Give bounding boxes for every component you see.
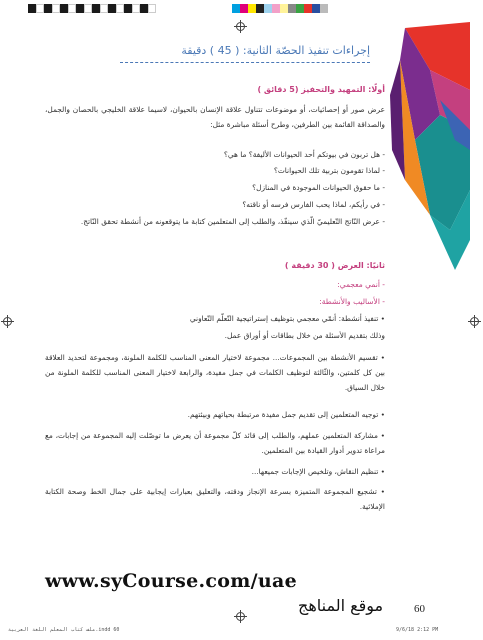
methods-subheading: - الأساليب والأنشطة: [319,297,385,306]
activity-item: • توجيه المتعلمين إلى تقديم جمل مفيدة مرتبطة بحياتهم وبيئتهم. [187,410,385,419]
page-number: 60 [414,603,425,615]
activity-item-continued: وذلك بتقديم الأسئلة من خلال بطاقات أو أوراق عمل. [224,331,385,340]
lesson-procedure-title: إجراءات تنفيذ الحصّة الثانية: ( 45 ) دقيقة [120,44,370,63]
section-presentation-heading: ثانيًا: العرض ( 30 دقيقة ) [284,261,385,270]
warmup-question: - في رأيكم، لماذا يحب الفارس فرسه أو ناقته؟ [242,200,385,209]
site-name: موقع المناهج [298,596,384,615]
activity-item: • تنفيذ أنشطة: أنمّي معجمي بتوظيف إستراتيجية التّعلّم التّعاوني [189,314,385,323]
warmup-question: - لماذا تقومون بتربية تلك الحيوانات؟ [273,166,385,175]
print-slug-timestamp: 9/6/18 2:12 PM [396,627,439,633]
warmup-question: - ما حقوق الحيوانات الموجودة في المنازل؟ [252,183,385,192]
activity-item: • تنظيم النقاش، وتلخيص الإجابات جميعها... [251,467,385,476]
vocabulary-subheading: - أنمي معجمي: [337,280,385,289]
print-slug-filename: ﻣﻠﻒ ﻛﺘﺎﺏ ﺍﻟﻤﻌﻠﻢ ﺍﻟﻠﻐﺔ ﺍﻟﻌﺮﺑﻴﺔ.indd 60 [8,627,120,633]
activity-item: • تقسيم الأنشطة بين المجموعات... مجموعة لاختيار المعنى المناسب للكلمة الملونة، ومجموعة لتحديد العلاقة بين كل كلمتين، والثّالثة لتوظيف الكلمات في جمل مفيدة، والرابعة لاختيار المعنى المناسب للكلمة الملونة من خلال السياق. [45,353,385,392]
warmup-question: - هل تربون في بيوتكم أحد الحيوانات الأليفة؟ ما هي؟ [223,150,385,159]
section-warmup-heading: أولًا: التمهيد والتحفيز (5 دقائق ) [257,85,385,94]
activity-item: • مشاركة المتعلمين عملهم، والطلب إلى قائد كلّ مجموعة أن يعرض ما توصّلت إليه المجموعة من إجابات، مع مراعاة تدوير أدوار القيادة بين المتعلمين. [45,431,385,455]
website-url[interactable]: www.syCourse.com/uae [45,570,298,592]
section-warmup-intro: عرض صور أو إحصائيات، أو موضوعات تتناول علاقة الإنسان بالحيوان، لاسيما علاقة الخليجي بالحصان والجمل، والصداقة القائمة بين الطرفين، وطرح أسئلة مباشرة مثل: [45,105,385,129]
activity-item: • تشجيع المجموعة المتميزة بسرعة الإنجاز ودقته، والتعليق بعبارات إيجابية على جمال الخط وصحة الكتابة الإملائية. [45,487,385,511]
warmup-closing: - عرض النّاتج التّعليميّ الّذي سينفّذ، والطلب إلى المتعلمين كتابة ما يتوقعونه من أنشطة تحقق النّاتج. [80,217,385,226]
